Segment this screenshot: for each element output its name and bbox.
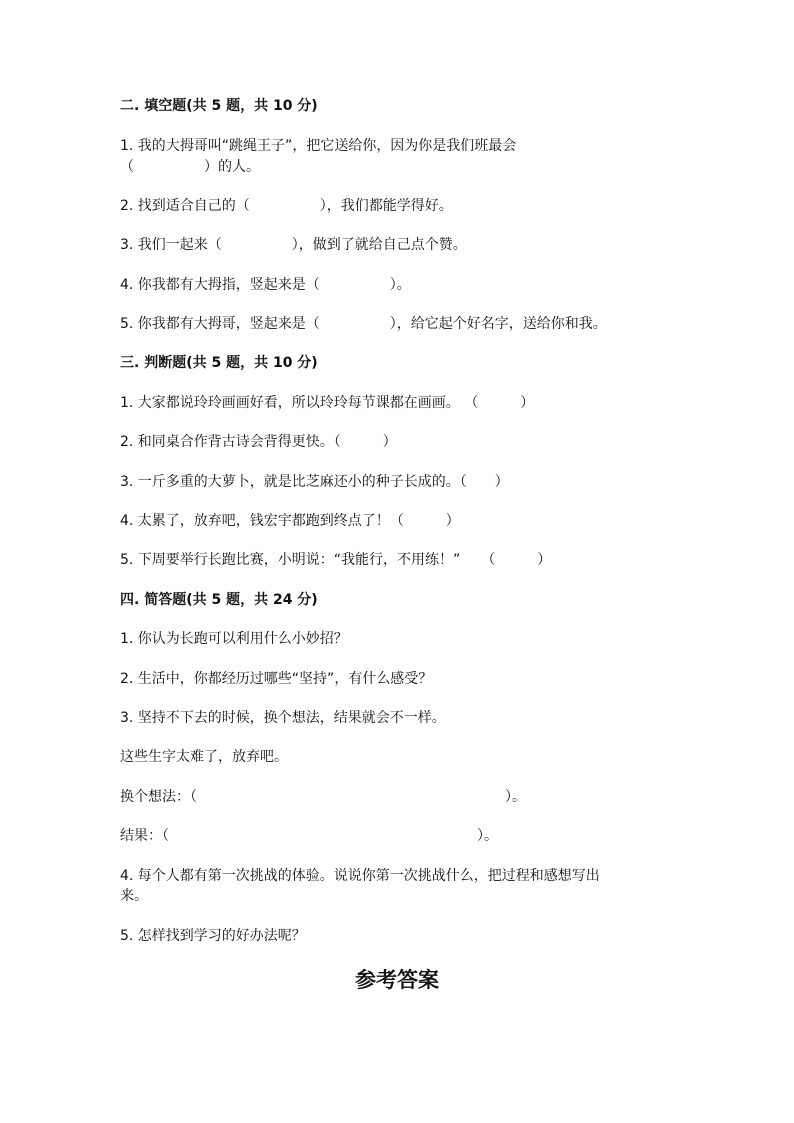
judge-section-heading: 三. 判断题(共 5 题，共 10 分)	[120, 355, 318, 371]
fill-question-4: 4. 你我都有大拇指，竖起来是（ ）。	[120, 277, 411, 293]
short-question-5: 5. 怎样找到学习的好办法呢？	[120, 928, 306, 944]
fill-question-3: 3. 我们一起来（ ），做到了就给自己点个赞。	[120, 237, 467, 253]
short-question-4-line-2: 来。	[120, 888, 148, 904]
fill-question-2: 2. 找到适合自己的（ ），我们都能学得好。	[120, 198, 453, 214]
short-question-3: 3. 坚持不下去的时候，换个想法，结果就会不一样。	[120, 710, 446, 726]
short-question-1: 1. 你认为长跑可以利用什么小妙招？	[120, 631, 348, 647]
judge-question-3: 3. 一斤多重的大萝卜，就是比芝麻还小的种子长成的。（ ）	[120, 474, 509, 490]
judge-question-4: 4. 太累了，放弃吧，钱宏宇都跑到终点了！（ ）	[120, 513, 460, 529]
judge-question-1: 1. 大家都说玲玲画画好看，所以玲玲每节课都在画画。 （ ）	[120, 395, 535, 411]
short-question-3-result: 结果：（ ）。	[120, 828, 498, 844]
short-question-3-example: 这些生字太难了，放弃吧。	[120, 749, 288, 765]
short-question-2: 2. 生活中，你都经历过哪些“坚持”，有什么感受？	[120, 671, 433, 687]
short-question-3-new-idea: 换个想法：（ ）。	[120, 789, 526, 805]
answer-key-title: 参考答案	[355, 967, 439, 992]
judge-question-2: 2. 和同桌合作背古诗会背得更快。（ ）	[120, 434, 397, 450]
judge-question-5: 5. 下周要举行长跑比赛，小明说：“我能行，不用练！” （ ）	[120, 552, 552, 568]
short-question-4-line-1: 4. 每个人都有第一次挑战的体验。说说你第一次挑战什么，把过程和感想写出	[120, 868, 600, 884]
fill-question-1-line-2: （ ）的人。	[120, 159, 260, 175]
fill-question-1-line-1: 1. 我的大拇哥叫“跳绳王子”，把它送给你，因为你是我们班最会	[120, 138, 517, 154]
fill-section-heading: 二. 填空题(共 5 题，共 10 分)	[120, 98, 318, 114]
short-answer-section-heading: 四. 简答题(共 5 题，共 24 分)	[120, 592, 318, 608]
fill-question-5: 5. 你我都有大拇哥，竖起来是（ ），给它起个好名字，送给你和我。	[120, 316, 607, 332]
